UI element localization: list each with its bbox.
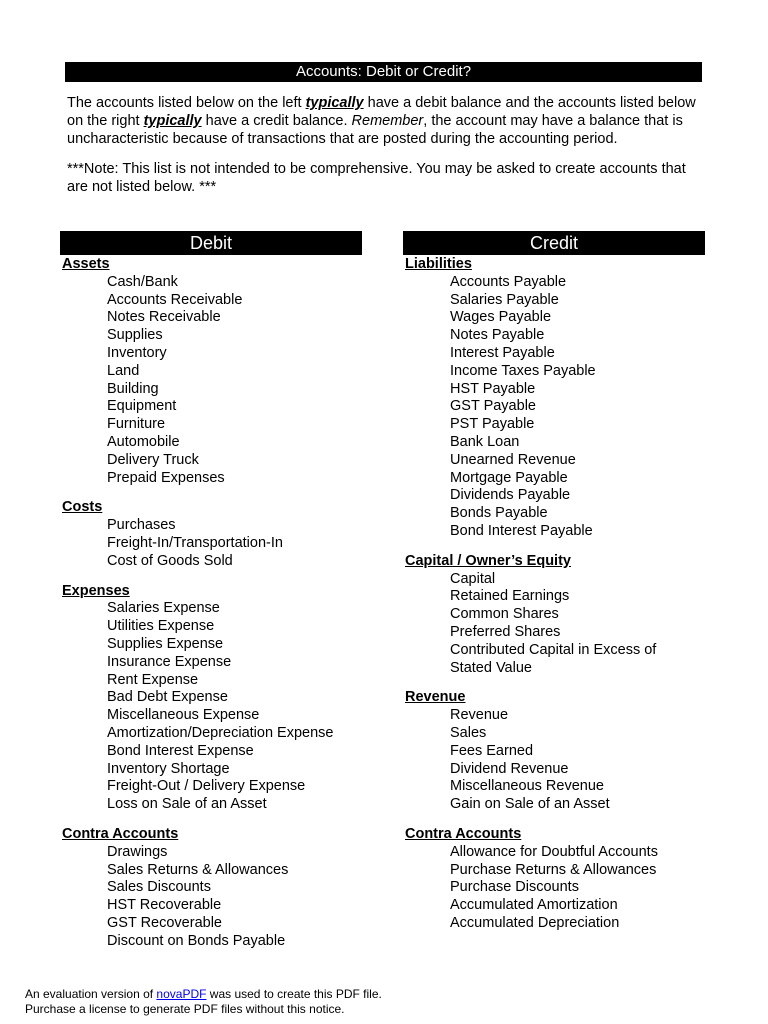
- list-item: Notes Payable: [450, 327, 545, 344]
- list-item: Interest Payable: [450, 344, 555, 361]
- account-list: [62, 600, 392, 814]
- novapdf-link[interactable]: novaPDF: [156, 987, 207, 1001]
- section-title: Revenue: [405, 689, 466, 706]
- list-item: Supplies Expense: [107, 635, 224, 652]
- list-item: Stated Value: [450, 659, 532, 676]
- account-list: [62, 844, 392, 951]
- list-item: Contributed Capital in Excess of: [450, 641, 657, 658]
- section-title: Contra Accounts: [62, 825, 179, 842]
- list-item: Sales: [450, 724, 487, 741]
- section-title: Liabilities: [405, 256, 472, 272]
- account-section: [62, 583, 392, 814]
- list-item: GST Payable: [450, 398, 536, 415]
- list-item: Purchases: [107, 517, 176, 534]
- debit-column: [62, 256, 392, 962]
- list-item: Loss on Sale of an Asset: [107, 796, 267, 813]
- section-title: Expenses: [62, 582, 130, 599]
- list-item: PST Payable: [450, 416, 535, 433]
- list-item: Sales Returns & Allowances: [107, 861, 289, 878]
- list-item: Accumulated Depreciation: [450, 914, 620, 931]
- account-list: [405, 274, 735, 541]
- list-item: Miscellaneous Revenue: [450, 778, 604, 795]
- account-section: [405, 689, 735, 814]
- list-item: Allowance for Doubtful Accounts: [450, 843, 658, 860]
- list-item: Salaries Payable: [450, 291, 559, 308]
- list-item: Furniture: [107, 416, 166, 433]
- list-item: Inventory Shortage: [107, 760, 230, 777]
- section-title: Contra Accounts: [405, 825, 522, 842]
- list-item: Prepaid Expenses: [107, 469, 225, 486]
- list-item: Land: [107, 362, 140, 379]
- list-item: Accounts Receivable: [107, 291, 243, 308]
- list-item: Common Shares: [450, 606, 559, 623]
- list-item: Dividends Payable: [450, 487, 571, 504]
- footer-notice: [25, 987, 382, 1017]
- section-title: Assets: [62, 256, 110, 272]
- list-item: Utilities Expense: [107, 618, 215, 635]
- list-item: GST Recoverable: [107, 914, 222, 931]
- list-item: HST Payable: [450, 380, 536, 397]
- list-item: Bond Interest Payable: [450, 522, 593, 539]
- list-item: Mortgage Payable: [450, 469, 568, 486]
- list-item: Preferred Shares: [450, 623, 561, 640]
- account-list: [62, 274, 392, 488]
- account-section: [405, 826, 735, 933]
- list-item: Equipment: [107, 398, 177, 415]
- credit-column: [405, 256, 735, 945]
- account-list: [405, 571, 735, 678]
- list-item: Bad Debt Expense: [107, 689, 228, 706]
- page-title: Accounts: Debit or Credit?: [65, 62, 702, 82]
- account-section: [62, 256, 392, 487]
- list-item: Building: [107, 380, 159, 397]
- list-item: Delivery Truck: [107, 451, 199, 468]
- list-item: HST Recoverable: [107, 897, 222, 914]
- list-item: Sales Discounts: [107, 879, 211, 896]
- account-list: [62, 517, 392, 570]
- list-item: Purchase Returns & Allowances: [450, 861, 657, 878]
- list-item: Inventory: [107, 344, 167, 361]
- account-list: [405, 707, 735, 814]
- list-item: Accumulated Amortization: [450, 897, 618, 914]
- list-item: Miscellaneous Expense: [107, 707, 260, 724]
- credit-heading: Credit: [403, 231, 705, 255]
- account-section: [62, 826, 392, 951]
- footer-line-1: An evaluation version of novaPDF was used to create this PDF file.: [25, 987, 382, 1001]
- list-item: Cost of Goods Sold: [107, 552, 233, 569]
- list-item: Freight-Out / Delivery Expense: [107, 778, 306, 795]
- list-item: Amortization/Depreciation Expense: [107, 724, 334, 741]
- list-item: Automobile: [107, 433, 180, 450]
- list-item: Bonds Payable: [450, 505, 548, 522]
- account-section: [62, 499, 392, 570]
- list-item: Capital: [450, 570, 496, 587]
- list-item: Fees Earned: [450, 742, 534, 759]
- intro-note: ***Note: This list is not intended to be comprehensive. You may be asked to create accounts that are not listed below. ***: [67, 161, 686, 195]
- list-item: Accounts Payable: [450, 273, 567, 290]
- section-title: Costs: [62, 499, 103, 516]
- list-item: Purchase Discounts: [450, 879, 579, 896]
- debit-heading: Debit: [60, 231, 362, 255]
- list-item: Dividend Revenue: [450, 760, 569, 777]
- list-item: Supplies: [107, 327, 163, 344]
- list-item: Freight-In/Transportation-In: [107, 534, 283, 551]
- list-item: Salaries Expense: [107, 600, 220, 617]
- list-item: Gain on Sale of an Asset: [450, 796, 610, 813]
- list-item: Income Taxes Payable: [450, 362, 596, 379]
- list-item: Notes Receivable: [107, 309, 221, 326]
- account-section: [405, 256, 735, 541]
- list-item: Wages Payable: [450, 309, 552, 326]
- list-item: Drawings: [107, 843, 168, 860]
- footer-line-2: Purchase a license to generate PDF files without this notice.: [25, 1002, 345, 1016]
- intro-paragraph: The accounts listed below on the left typically have a debit balance and the accounts listed below on the right typically have a credit balance. Remember, the account may have a balance that is uncharacteristic because of transactions that are posted during the accounting period.: [67, 95, 696, 147]
- intro-text: [67, 94, 707, 196]
- list-item: Bond Interest Expense: [107, 742, 254, 759]
- account-list: [405, 844, 735, 933]
- list-item: Insurance Expense: [107, 653, 232, 670]
- list-item: Rent Expense: [107, 671, 199, 688]
- list-item: Unearned Revenue: [450, 451, 576, 468]
- list-item: Cash/Bank: [107, 273, 178, 290]
- account-section: [405, 553, 735, 678]
- list-item: Retained Earnings: [450, 588, 570, 605]
- list-item: Revenue: [450, 707, 509, 724]
- list-item: Bank Loan: [450, 433, 520, 450]
- section-title: Capital / Owner’s Equity: [405, 552, 571, 569]
- list-item: Discount on Bonds Payable: [107, 932, 286, 949]
